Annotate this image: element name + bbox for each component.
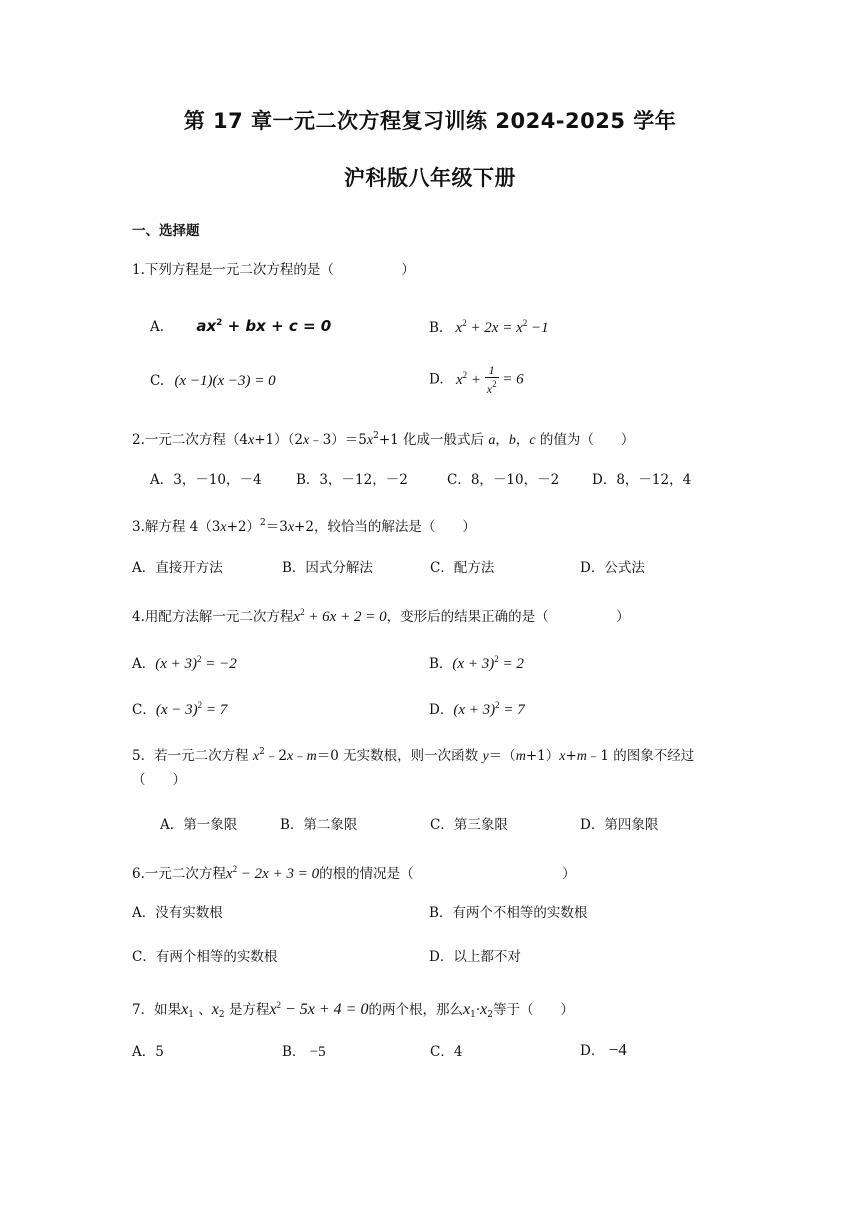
question-1-option-d: D. $x^2$ + $\frac{1}{x^2}$ = 6 [429,363,524,396]
question-3-option-d: D．公式法 [580,560,645,576]
question-2-option-a: A．3，－10，－4 [150,472,262,488]
question-4-stem: 4.用配方法解一元二次方程$x^2 + 6x + 2 = 0$，变形后的结果正确的是（ ） [132,607,630,625]
option-label: C． [132,702,156,718]
question-6-option-d: D．以上都不对 [429,949,521,965]
question-4-option-a: A．$(x + 3)^2 = -2$ [132,654,237,672]
section-heading: 一、选择题 [132,223,200,239]
question-6-option-b: B．有两个不相等的实数根 [429,905,588,921]
option-label: A. [150,319,165,335]
option-label: A． [132,656,156,672]
question-3-option-a: A．直接开方法 [132,560,223,576]
question-7-option-c: C．4 [430,1044,463,1060]
question-1-option-a: A. $ax^2$ + bx + c = 0 [150,317,332,335]
question-6-stem: 6.一元二次方程$x^2 - 2x + 3 = 0$的根的情况是（ ） [132,864,576,882]
document-title-line1: 第 17 章一元二次方程复习训练 2024-2025 学年 [183,109,677,133]
option-label: D． [580,1043,605,1059]
option-label: B． [429,656,453,672]
question-2-option-b: B．3，－12，－2 [296,472,408,488]
question-5-stem: 5．若一元二次方程 $x^2﹣2x﹣m=0$ 无实数根，则一次函数 y＝（m+1）x+m﹣1 的图象不经过 [132,747,695,764]
question-7-option-b [282,1042,326,1062]
question-1-option-b: B. $x^2 + 2x = x^2 -1$ [429,318,549,336]
question-6-option-a: A．没有实数根 [132,905,223,921]
question-2-stem: 2.一元二次方程$(4x+1)(2x﹣3)=5x^2+1$ 化成一般式后 a，b，c 的值为（ ） [132,431,635,448]
question-4-option-c: C．$(x - 3)^2 = 7$ [132,700,228,718]
option-label: B． [282,1044,306,1060]
option-label: B. [429,320,444,336]
question-7-option-a: A．5 [132,1044,164,1060]
question-2-option-d: D．8，－12，4 [592,472,692,488]
option-label: D． [429,702,454,718]
question-3-option-b: B．因式分解法 [282,560,373,576]
question-5-stem-line2: （ ） [132,772,186,788]
question-1-stem: 1.下列方程是一元二次方程的是（ ） [132,262,415,278]
question-4-option-d: D．$(x + 3)^2 = 7$ [429,700,525,718]
question-7-option-d [580,1040,627,1061]
question-5-option-a: A．第一象限 [160,817,238,833]
question-3-option-c: C．配方法 [430,560,495,576]
document-title-line2: 沪科版八年级下册 [344,166,516,190]
question-3-stem: 3.解方程 $4(3x+2)^2=3x+2$，较恰当的解法是（ ） [132,518,476,535]
question-2-option-c: C．8，－10，－2 [447,472,560,488]
question-1-option-c: C. (x −1)(x −3) = 0 [150,373,276,389]
question-5-option-b: B．第二象限 [280,817,358,833]
question-5-option-c: C．第三象限 [430,817,508,833]
question-4-option-b: B．$(x + 3)^2 = 2$ [429,654,524,672]
question-6-option-c: C．有两个相等的实数根 [132,949,278,965]
option-label: C. [150,373,165,389]
option-value: −4 [608,1040,627,1059]
option-value: −5 [309,1044,326,1060]
option-label: D. [429,371,444,388]
question-7-stem: 7．如果$x_1$ 、$x_2$ 是方程$x^2 - 5x + 4 = 0$的两个根，那么$x_1\cdot x_2$等于（ ） [132,1000,574,1020]
question-5-option-d: D．第四象限 [580,817,659,833]
